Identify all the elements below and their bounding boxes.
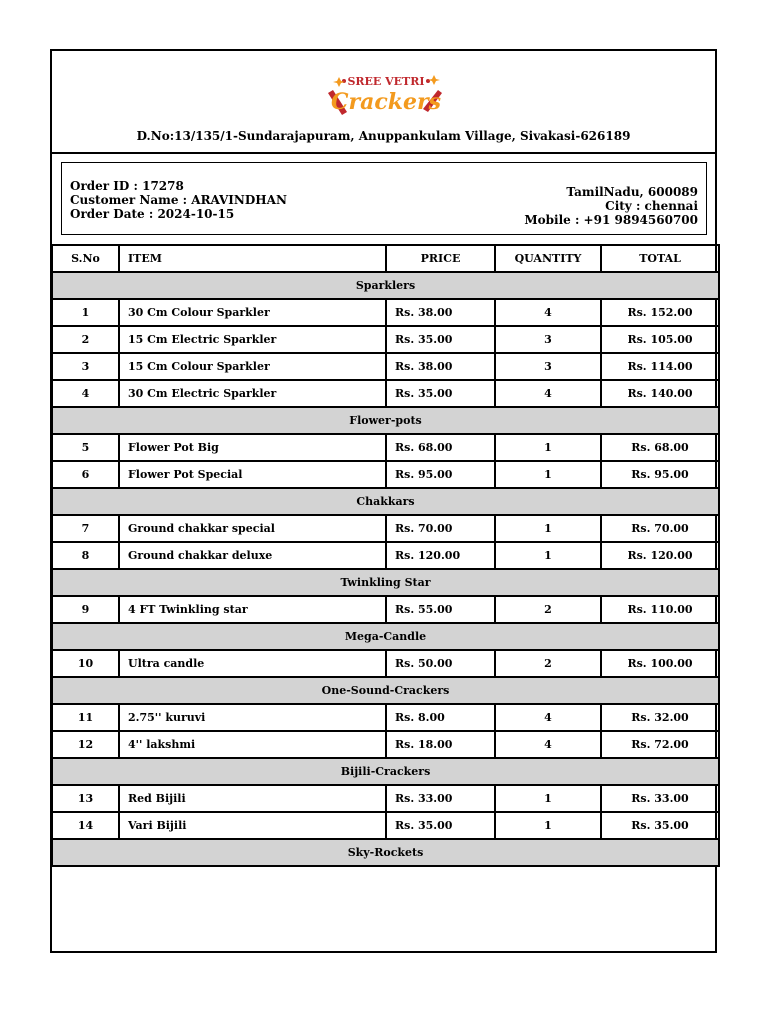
cell-sno: 6 (52, 461, 119, 488)
cell-total: Rs. 120.00 (601, 542, 719, 569)
cell-sno: 8 (52, 542, 119, 569)
cell-sno: 9 (52, 596, 119, 623)
cell-price: Rs. 50.00 (386, 650, 495, 677)
category-label: Chakkars (52, 488, 719, 515)
cell-price: Rs. 35.00 (386, 326, 495, 353)
table-row (52, 785, 719, 812)
category-row (52, 758, 719, 785)
invoice-page (50, 49, 717, 953)
category-row (52, 488, 719, 515)
cell-item: Ground chakkar deluxe (119, 542, 386, 569)
company-address: D.No:13/135/1-Sundarajapuram, Anuppankulam Village, Sivakasi-626189 (136, 129, 631, 143)
cell-price: Rs. 70.00 (386, 515, 495, 542)
cell-total: Rs. 152.00 (601, 299, 719, 326)
invoice-header (52, 51, 715, 154)
cell-price: Rs. 35.00 (386, 380, 495, 407)
cell-sno: 3 (52, 353, 119, 380)
cell-quantity: 1 (495, 542, 601, 569)
header-quantity: QUANTITY (495, 245, 601, 272)
table-row (52, 299, 719, 326)
table-row (52, 461, 719, 488)
cell-sno: 14 (52, 812, 119, 839)
cell-price: Rs. 18.00 (386, 731, 495, 758)
company-logo (324, 71, 448, 121)
table-row (52, 380, 719, 407)
table-body (52, 272, 719, 866)
cell-total: Rs. 140.00 (601, 380, 719, 407)
cell-total: Rs. 32.00 (601, 704, 719, 731)
cell-sno: 11 (52, 704, 119, 731)
cell-sno: 4 (52, 380, 119, 407)
cell-price: Rs. 55.00 (386, 596, 495, 623)
category-label: Sparklers (52, 272, 719, 299)
category-row (52, 677, 719, 704)
cell-quantity: 2 (495, 596, 601, 623)
cell-total: Rs. 100.00 (601, 650, 719, 677)
cell-item: Vari Bijili (119, 812, 386, 839)
cell-total: Rs. 33.00 (601, 785, 719, 812)
cell-item: Red Bijili (119, 785, 386, 812)
customer-city: City : chennai (605, 199, 698, 213)
cell-item: 30 Cm Colour Sparkler (119, 299, 386, 326)
cell-item: Flower Pot Big (119, 434, 386, 461)
table-header-row (52, 245, 719, 272)
cell-sno: 13 (52, 785, 119, 812)
table-row (52, 596, 719, 623)
cell-quantity: 1 (495, 812, 601, 839)
cell-quantity: 4 (495, 704, 601, 731)
cell-total: Rs. 95.00 (601, 461, 719, 488)
table-row (52, 326, 719, 353)
header-sno: S.No (52, 245, 119, 272)
cell-quantity: 1 (495, 785, 601, 812)
customer-mobile: Mobile : +91 9894560700 (524, 213, 698, 227)
category-row (52, 623, 719, 650)
cell-total: Rs. 105.00 (601, 326, 719, 353)
cell-price: Rs. 38.00 (386, 299, 495, 326)
cell-price: Rs. 38.00 (386, 353, 495, 380)
category-label: Flower-pots (52, 407, 719, 434)
cell-sno: 2 (52, 326, 119, 353)
category-row (52, 272, 719, 299)
table-row (52, 812, 719, 839)
cell-total: Rs. 110.00 (601, 596, 719, 623)
category-row (52, 407, 719, 434)
cell-total: Rs. 70.00 (601, 515, 719, 542)
cell-sno: 7 (52, 515, 119, 542)
cell-item: 15 Cm Colour Sparkler (119, 353, 386, 380)
table-row (52, 434, 719, 461)
svg-text:Crackers: Crackers (331, 89, 441, 115)
category-label: Sky-Rockets (52, 839, 719, 866)
order-info-section (52, 154, 715, 246)
order-id: Order ID : 17278 (70, 179, 184, 193)
cell-item: 30 Cm Electric Sparkler (119, 380, 386, 407)
cell-sno: 1 (52, 299, 119, 326)
cell-total: Rs. 72.00 (601, 731, 719, 758)
category-row (52, 569, 719, 596)
svg-text:SREE VETRI: SREE VETRI (347, 75, 425, 88)
category-row (52, 839, 719, 866)
header-total: TOTAL (601, 245, 719, 272)
cell-sno: 10 (52, 650, 119, 677)
cell-item: Flower Pot Special (119, 461, 386, 488)
cell-total: Rs. 114.00 (601, 353, 719, 380)
cell-price: Rs. 8.00 (386, 704, 495, 731)
header-price: PRICE (386, 245, 495, 272)
table-row (52, 353, 719, 380)
cell-item: Ultra candle (119, 650, 386, 677)
cell-item: 4 FT Twinkling star (119, 596, 386, 623)
table-row (52, 515, 719, 542)
category-label: Twinkling Star (52, 569, 719, 596)
cell-quantity: 1 (495, 461, 601, 488)
cell-sno: 12 (52, 731, 119, 758)
order-info-box (61, 162, 707, 235)
cell-price: Rs. 33.00 (386, 785, 495, 812)
table-row (52, 704, 719, 731)
category-label: Mega-Candle (52, 623, 719, 650)
cell-quantity: 1 (495, 434, 601, 461)
cell-item: 2.75'' kuruvi (119, 704, 386, 731)
table-row (52, 542, 719, 569)
cell-quantity: 2 (495, 650, 601, 677)
cell-quantity: 4 (495, 380, 601, 407)
cell-sno: 5 (52, 434, 119, 461)
order-items-table (51, 244, 720, 867)
customer-state: TamilNadu, 600089 (566, 185, 698, 199)
table-row (52, 650, 719, 677)
cell-item: 4'' lakshmi (119, 731, 386, 758)
cell-quantity: 3 (495, 353, 601, 380)
cell-price: Rs. 120.00 (386, 542, 495, 569)
cell-price: Rs. 35.00 (386, 812, 495, 839)
customer-name: Customer Name : ARAVINDHAN (70, 193, 287, 207)
order-info-left (70, 179, 287, 221)
cell-item: 15 Cm Electric Sparkler (119, 326, 386, 353)
cell-total: Rs. 68.00 (601, 434, 719, 461)
category-label: One-Sound-Crackers (52, 677, 719, 704)
cell-quantity: 3 (495, 326, 601, 353)
header-item: ITEM (119, 245, 386, 272)
order-date: Order Date : 2024-10-15 (70, 207, 235, 221)
category-label: Bijili-Crackers (52, 758, 719, 785)
cell-total: Rs. 35.00 (601, 812, 719, 839)
cell-price: Rs. 95.00 (386, 461, 495, 488)
table-row (52, 731, 719, 758)
cell-price: Rs. 68.00 (386, 434, 495, 461)
order-info-right (524, 185, 698, 227)
cell-quantity: 4 (495, 731, 601, 758)
cell-item: Ground chakkar special (119, 515, 386, 542)
cell-quantity: 1 (495, 515, 601, 542)
cell-quantity: 4 (495, 299, 601, 326)
